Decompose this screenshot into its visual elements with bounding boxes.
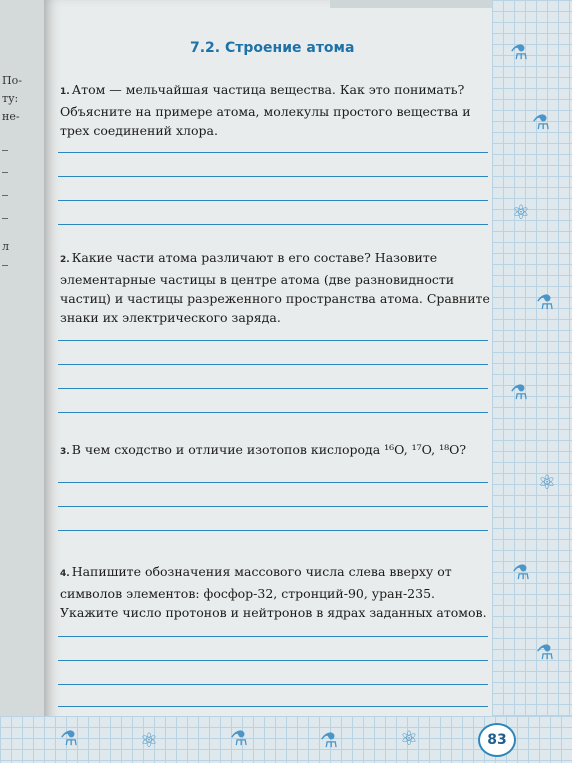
task-text: Атом — мельчайшая частица вещества. Как это понимать? Объясните на примере атома, молекулы простого вещества и трех соединений хлора. [60,82,471,138]
molecule-icon: ⚛ [400,726,418,750]
answer-line[interactable] [58,152,488,153]
left-page-line [2,265,8,266]
decorative-border-right [492,0,572,763]
task-number: 1. [60,87,70,97]
flask-icon: ⚗ [60,726,78,750]
left-page-line [2,150,8,151]
answer-line[interactable] [58,200,488,201]
answer-line[interactable] [58,412,488,413]
left-page-fragment: По- [2,74,22,87]
left-page-line [2,195,8,196]
page-number: 83 [478,723,516,757]
left-page-fragment: не- [2,110,20,123]
answer-line[interactable] [58,660,488,661]
task-text: В чем сходство и отличие изотопов кислорода ¹⁶O, ¹⁷O, ¹⁸O? [71,442,467,457]
task-2 [60,248,490,327]
left-page-line [2,218,8,219]
flask-icon: ⚗ [532,110,550,134]
answer-line[interactable] [58,684,488,685]
task-text: Какие части атома различают в его составе? Назовите элементарные частицы в центре атома (две разновидности частиц) и частицы разреженного пространства атома. Сравните знаки их электрического заряда. [60,250,490,325]
molecule-icon: ⚛ [512,200,530,224]
answer-line[interactable] [58,224,488,225]
task-text: Напишите обозначения массового числа слева вверху от символов элементов: фосфор-32, стронций-90, уран-235. Укажите число протонов и нейтронов в ядрах заданных атомов. [60,564,487,620]
task-number: 4. [60,569,70,579]
task-number: 3. [60,447,70,457]
molecule-icon: ⚛ [538,470,556,494]
answer-line[interactable] [58,364,488,365]
flask-icon: ⚗ [536,290,554,314]
answer-line[interactable] [58,388,488,389]
answer-line[interactable] [58,340,488,341]
answer-line[interactable] [58,482,488,483]
task-1 [60,80,490,140]
answer-line[interactable] [58,506,488,507]
task-number: 2. [60,255,70,265]
flask-icon: ⚗ [512,560,530,584]
left-page-line [2,172,8,173]
answer-line[interactable] [58,706,488,707]
task-4 [60,562,490,622]
test-tube-icon: ⚗ [536,640,554,664]
answer-line[interactable] [58,176,488,177]
task-3 [60,440,490,462]
left-page-fragment: ту: [2,92,19,105]
test-tube-icon: ⚗ [230,726,248,750]
answer-line[interactable] [58,636,488,637]
answer-line[interactable] [58,530,488,531]
left-page-fragment: л [2,240,9,253]
molecule-icon: ⚛ [140,728,158,752]
test-tube-icon: ⚗ [510,40,528,64]
left-page-edge [0,0,44,763]
test-tube-icon: ⚗ [510,380,528,404]
section-title: 7.2. Строение атома [190,40,355,56]
flask-icon: ⚗ [320,728,338,752]
